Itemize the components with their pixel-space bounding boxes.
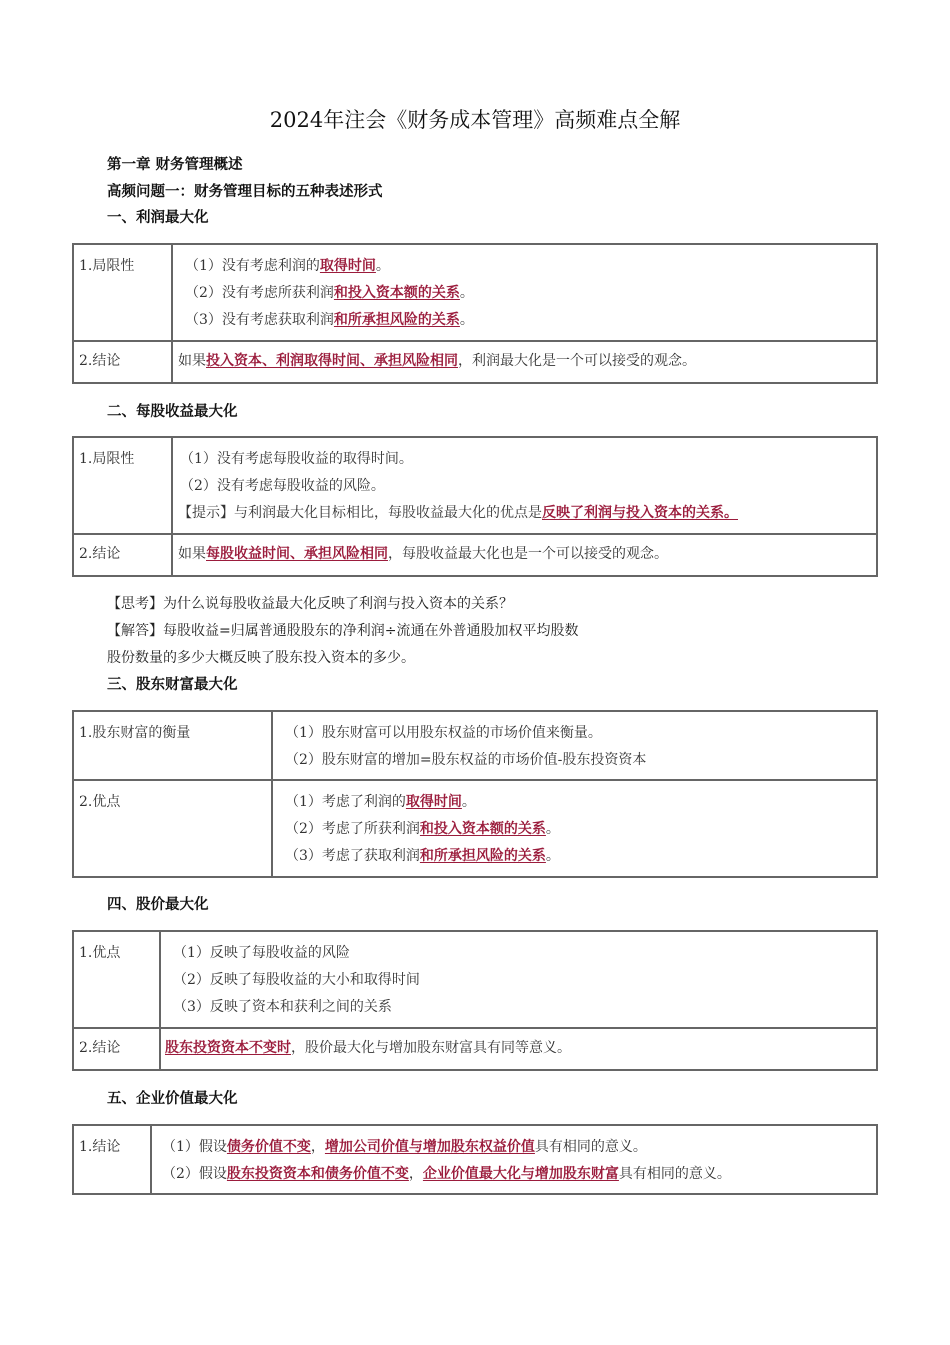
- text: 如果: [178, 546, 206, 562]
- content-line: （2）股东财富的增加=股东权益的市场价值-股东投资资本: [285, 752, 647, 768]
- highlight-text: 投入资本、利润取得时间、承担风险相同: [206, 353, 458, 369]
- text: （3）考虑了获取利润: [285, 848, 420, 864]
- text: 【提示】与利润最大化目标相比，每股收益最大化的优点是: [178, 505, 542, 521]
- row-content: [172, 534, 877, 576]
- text: 具有相同的意义。: [618, 1166, 731, 1182]
- text: 具有相同的意义。: [534, 1139, 647, 1155]
- text: （1）假设: [162, 1139, 227, 1155]
- highlight-text: 取得时间: [319, 258, 376, 274]
- row-content: [172, 244, 877, 341]
- table-profit-max: [72, 243, 878, 384]
- text: ，每股收益最大化也是一个可以接受的观念。: [388, 546, 668, 562]
- content-line: [178, 543, 876, 570]
- section-5-heading: 五、企业价值最大化: [107, 1090, 238, 1107]
- text: （2）假设: [162, 1166, 227, 1182]
- think-answer-note: 股份数量的多少大概反映了股东投入资本的多少。: [107, 650, 415, 666]
- page-title: 2024年注会《财务成本管理》高频难点全解: [269, 108, 681, 132]
- highlight-text: 反映了利润与投入资本的关系。: [542, 505, 738, 521]
- table-row: [73, 244, 877, 341]
- highlight-text: 每股收益时间、承担风险相同: [206, 546, 388, 562]
- text: ，股价最大化与增加股东财富具有同等意义。: [291, 1040, 571, 1056]
- content-line: （1）没有考虑每股收益的取得时间。: [180, 451, 413, 467]
- table-firm-value-max: [72, 1124, 878, 1195]
- content-line: （1）股东财富可以用股东权益的市场价值来衡量。: [285, 725, 602, 741]
- content-line: [285, 818, 876, 845]
- content-line: （2）没有考虑每股收益的风险。: [180, 478, 385, 494]
- content-line: [178, 350, 876, 377]
- content-line: [165, 1037, 876, 1064]
- text: ，: [310, 1139, 325, 1155]
- highlight-text: 和投入资本额的关系: [419, 821, 546, 837]
- content-line: （2）反映了每股收益的大小和取得时间: [173, 972, 420, 988]
- text: （1）考虑了利润的: [285, 794, 406, 810]
- text: 。: [459, 285, 474, 301]
- highlight-text: 增加公司价值与增加股东权益价值: [324, 1139, 535, 1155]
- row-label: 1.局限性: [73, 244, 172, 341]
- content-line: [185, 282, 876, 309]
- row-content: [160, 1028, 877, 1070]
- content-line: [178, 502, 876, 529]
- row-content: [272, 711, 877, 780]
- text: 。: [375, 258, 390, 274]
- row-label: 1.股东财富的衡量: [73, 711, 272, 780]
- row-label: 2.结论: [73, 341, 172, 383]
- highlight-text: 股东投资资本不变时: [165, 1040, 291, 1056]
- row-label: 1.结论: [73, 1125, 151, 1194]
- content-line: （1）反映了每股收益的风险: [173, 945, 350, 961]
- row-label: 1.优点: [73, 931, 160, 1028]
- content-line: （3）反映了资本和获利之间的关系: [173, 999, 392, 1015]
- row-content: [272, 780, 877, 877]
- text: 如果: [178, 353, 206, 369]
- table-stock-price-max: [72, 930, 878, 1071]
- row-content: [172, 437, 877, 534]
- content-line: [185, 309, 876, 336]
- table-row: [73, 780, 877, 877]
- table-shareholder-wealth: [72, 710, 878, 878]
- think-answer: 【解答】每股收益=归属普通股股东的净利润÷流通在外普通股加权平均股数: [107, 623, 579, 639]
- highlight-text: 企业价值最大化与增加股东财富: [422, 1166, 619, 1182]
- text: （2）考虑了所获利润: [285, 821, 420, 837]
- text: （1）没有考虑利润的: [185, 258, 320, 274]
- section-4-heading: 四、股价最大化: [107, 896, 209, 913]
- text: 。: [545, 821, 560, 837]
- highlight-text: 取得时间: [405, 794, 462, 810]
- text: 。: [461, 794, 476, 810]
- table-row: [73, 1125, 877, 1194]
- content-line: [162, 1163, 876, 1190]
- row-label: 1.局限性: [73, 437, 172, 534]
- highlight-text: 和所承担风险的关系: [333, 312, 460, 328]
- table-row: [73, 437, 877, 534]
- highlight-text: 和所承担风险的关系: [419, 848, 546, 864]
- text: 。: [459, 312, 474, 328]
- question-heading: 高频问题一：财务管理目标的五种表述形式: [107, 183, 383, 200]
- section-2-heading: 二、每股收益最大化: [107, 403, 238, 420]
- chapter-heading: 第一章 财务管理概述: [107, 156, 243, 173]
- highlight-text: 债务价值不变: [226, 1139, 311, 1155]
- content-line: [162, 1136, 876, 1163]
- text: ，: [408, 1166, 423, 1182]
- table-row: [73, 931, 877, 1028]
- text: （2）没有考虑所获利润: [185, 285, 334, 301]
- text: 。: [545, 848, 560, 864]
- row-content: [172, 341, 877, 383]
- section-3-heading: 三、股东财富最大化: [107, 676, 238, 693]
- table-row: [73, 711, 877, 780]
- row-label: 2.优点: [73, 780, 272, 877]
- text: ，利润最大化是一个可以接受的观念。: [458, 353, 696, 369]
- highlight-text: 和投入资本额的关系: [333, 285, 460, 301]
- section-1-heading: 一、利润最大化: [107, 209, 209, 226]
- text: （3）没有考虑获取利润: [185, 312, 334, 328]
- table-row: [73, 534, 877, 576]
- row-label: 2.结论: [73, 1028, 160, 1070]
- content-line: [285, 845, 876, 872]
- table-eps-max: [72, 436, 878, 577]
- row-content: [151, 1125, 877, 1194]
- row-content: [160, 931, 877, 1028]
- content-line: [285, 791, 876, 818]
- content-line: [185, 255, 876, 282]
- row-label: 2.结论: [73, 534, 172, 576]
- think-question: 【思考】为什么说每股收益最大化反映了利润与投入资本的关系？: [107, 596, 513, 612]
- table-row: [73, 1028, 877, 1070]
- highlight-text: 股东投资资本和债务价值不变: [226, 1166, 409, 1182]
- table-row: [73, 341, 877, 383]
